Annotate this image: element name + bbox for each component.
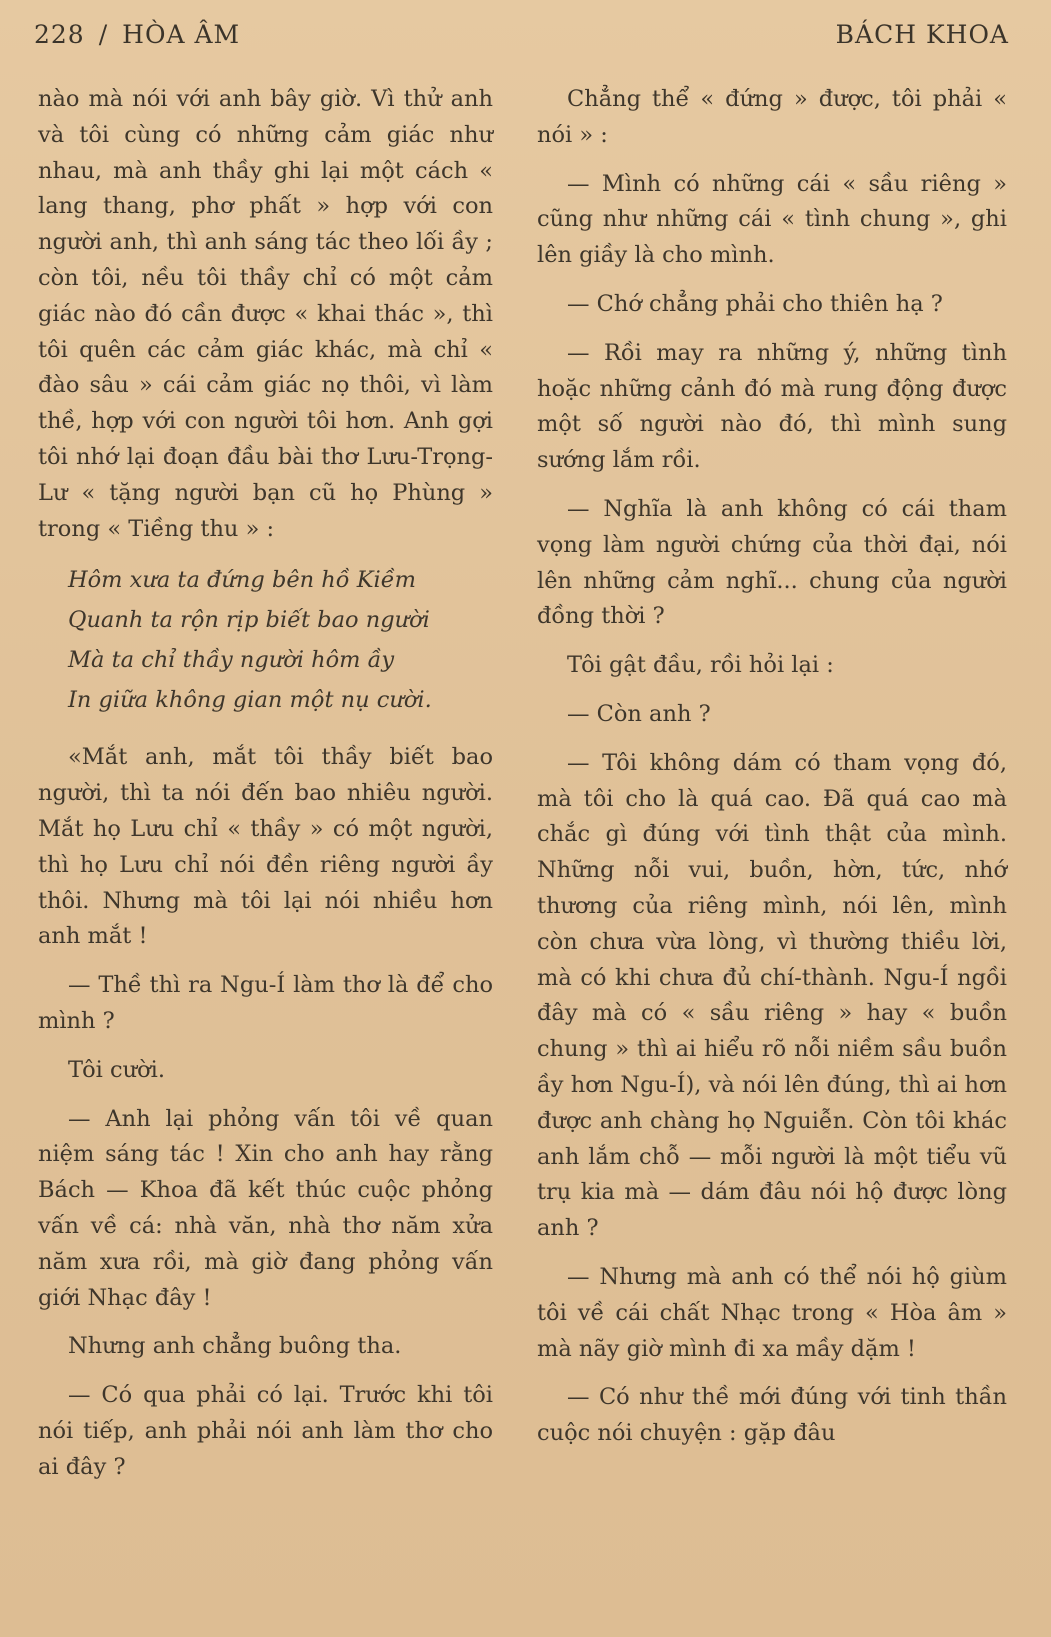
right-column [537,82,1007,1465]
paragraph: — Anh lại phỏng vấn tôi về quan niệm sáng tác ! Xin cho anh hay rằng Bách — Khoa đã kết thúc cuộc phỏng vấn về cá: nhà văn, nhà thơ năm xửa năm xưa rồi, mà giờ đang phỏng vấn giới Nhạc đây ! [38,1105,493,1311]
paragraph: nào mà nói với anh bây giờ. Vì thử anh và tôi cùng có những cảm giác như nhau, mà anh thầy ghi lại một cách « lang thang, phơ phất » hợp với con người anh, thì anh sáng tác theo lối ầy ; còn tôi, nều tôi thầy chỉ có một cảm giác nào đó cần được « khai thác », thì tôi quên các cảm giác khác, mà chỉ « đào sâu » cái cảm giác nọ thôi, vì làm thề, hợp với con người tôi hơn. Anh gợi tôi nhớ lại đoạn đầu bài thơ Lưu-Trọng-Lư « tặng người bạn cũ họ Phùng » trong « Tiềng thu » : [38,86,493,542]
paragraph: — Còn anh ? [567,700,711,727]
running-header [34,20,1009,56]
paragraph: — Chớ chẳng phải cho thiên hạ ? [567,290,943,317]
paragraph: — Mình có những cái « sầu riêng » cũng như những cái « tình chung », ghi lên giầy là cho mình. [537,170,1007,269]
page-number: 228 [34,20,85,49]
paragraph: — Nghĩa là anh không có cái tham vọng làm người chứng của thời đại, nói lên những cảm nghĩ... chung của người đồng thời ? [537,495,1007,630]
header-left [34,20,240,49]
paragraph: — Rồi may ra những ý, những tình hoặc những cảnh đó mà rung động được một số người nào đó, thì mình sung sướng lắm rồi. [537,339,1007,474]
header-separator: / [98,20,109,49]
paragraph: — Có qua phải có lại. Trước khi tôi nói tiếp, anh phải nói anh làm thơ cho ai đây ? [38,1382,493,1480]
paragraph: Tôi gật đầu, rồi hỏi lại : [567,652,834,679]
paragraph: Chẳng thể « đứng » được, tôi phải « nói » : [537,86,1007,148]
paragraph: Tôi cười. [68,1056,166,1083]
poem-line: Hôm xưa ta đứng bên hồ Kiềm [68,567,416,594]
paragraph: — Tôi không dám có tham vọng đó, mà tôi cho là quá cao. Đã quá cao mà chắc gì đúng với tình thật của mình. Những nỗi vui, buồn, hờn, tức, nhớ thương của riêng mình, nói lên, mình còn chưa vừa lòng, vì thường thiều lời, mà có khi chưa đủ chí-thành. Ngu-Í ngồi đây mà có « sầu riêng » hay « buồn chung » thì ai hiểu rõ nỗi niềm sầu buồn ầy hơn Ngu-Í), và nói lên đúng, thì ai hơn được anh chàng họ Nguiễn. Còn tôi khác anh lắm chỗ — mỗi người là một tiểu vũ trụ kia mà — dám đâu nói hộ được lòng anh ? [537,749,1007,1242]
publication-title: BÁCH KHOA [835,20,1009,49]
paragraph: — Nhưng mà anh có thể nói hộ giùm tôi về cái chất Nhạc trong « Hòa âm » mà nãy giờ mình đi xa mầy dặm ! [537,1263,1007,1362]
poem-line: Quanh ta rộn rịp biết bao người [68,607,430,634]
paragraph: Nhưng anh chẳng buông tha. [68,1333,402,1360]
poem-line: In giữa không gian một nụ cười. [68,687,432,714]
poem-line: Mà ta chỉ thầy người hôm ầy [68,647,395,674]
poem-quote [68,560,493,720]
paragraph: — Thề thì ra Ngu-Í làm thơ là để cho mình ? [38,972,493,1034]
paragraph: — Có như thề mới đúng với tinh thần cuộc nói chuyện : gặp đâu [537,1384,1007,1447]
left-column [38,82,493,1499]
paragraph: «Mắt anh, mắt tôi thầy biết bao người, thì ta nói đến bao nhiêu người. Mắt họ Lưu chỉ « thầy » có một người, thì họ Lưu chỉ nói đền riêng người ầy thôi. Nhưng mà tôi lại nói nhiều hơn anh mắt ! [38,744,493,950]
section-title: HÒA ÂM [122,20,241,49]
